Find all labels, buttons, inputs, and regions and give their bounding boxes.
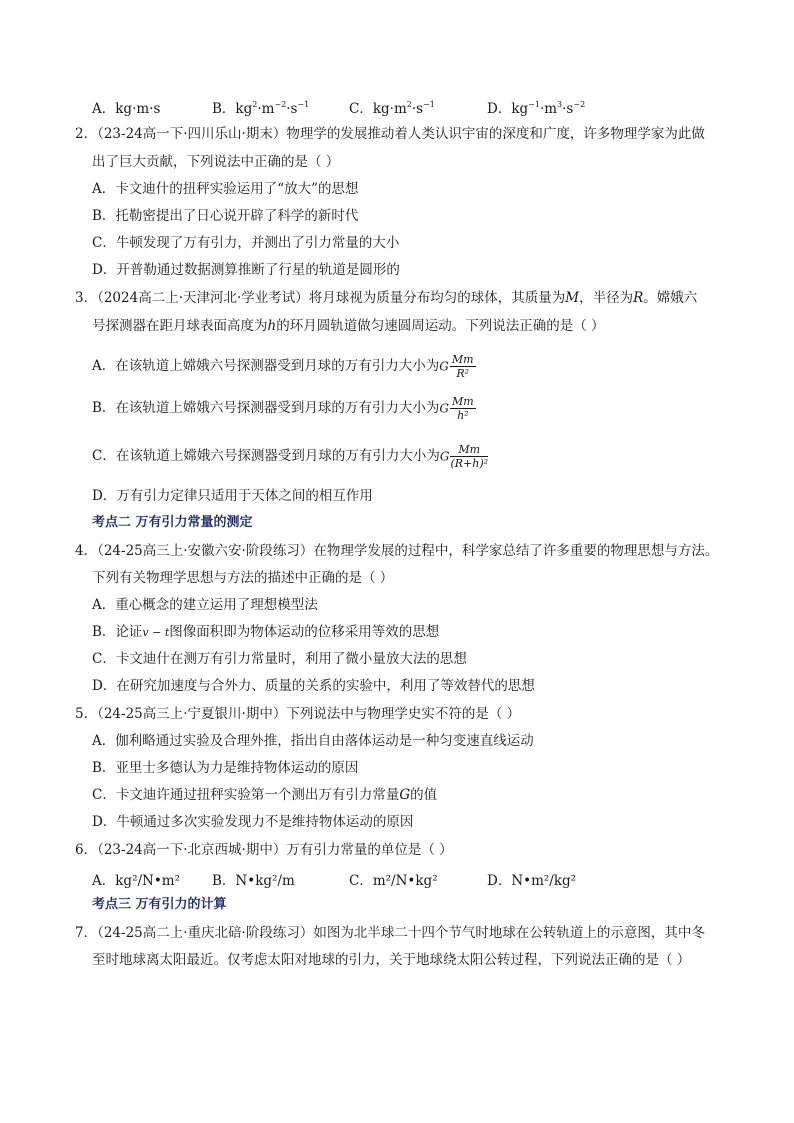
q5-option-c: C．卡文迪许通过扭秤实验第一个测出万有引力常量G的值 [92,787,438,803]
q2-stem-line1: 2．（23-24高一下·四川乐山·期末）物理学的发展推动着人类认识宇宙的深度和广度，许多物理学家为此做 [75,126,705,142]
q2-option-c: C．牛顿发现了万有引力，并测出了引力常量的大小 [92,235,400,251]
section-heading-2: 考点二 万有引力常量的测定 [92,515,253,530]
q3-option-b: B．在该轨道上嫦娥六号探测器受到月球的万有引力大小为G $\frac{Mm}{\text{h²}}$ [92,395,474,422]
q2-option-a: A．卡文迪什的扭秤实验运用了“放大”的思想 [92,181,359,197]
q6-option-b: B．N•kg²/m [212,873,295,889]
q2-option-d: D．开普勒通过数据测算推断了行星的轨道是圆形的 [92,262,400,278]
q3-option-c: C．在该轨道上嫦娥六号探测器受到月球的万有引力大小为G $\frac{Mm}{\text{(R+h)²}}$ [92,443,489,470]
q2-option-b: B．托勒密提出了日心说开辟了科学的新时代 [92,208,359,224]
q4-option-d: D．在研究加速度与合外力、质量的关系的实验中，利用了等效替代的思想 [92,678,535,694]
q4-stem-line1: 4．（24-25高三上·安徽六安·阶段练习）在物理学发展的过程中，科学家总结了许多重要的物理思想与方法。 [75,543,719,559]
q6-option-c: C．m²/N•kg² [349,873,438,889]
q4-stem-line2: 下列有关物理学思想与方法的描述中正确的是（ ） [92,570,394,586]
q3-stem-line1: 3．（2024高二上·天津河北·学业考试）将月球视为质量分布均匀的球体，其质量为M，半径为R。嫦娥六 [75,290,698,306]
q6-stem: 6．（23-24高一下·北京西城·期中）万有引力常量的单位是（ ） [75,842,453,858]
q5-option-d: D．牛顿通过多次实验发现力不是维持物体运动的原因 [92,814,414,830]
q2-stem-line2: 出了巨大贡献，下列说法中正确的是（ ） [92,154,340,170]
q3-stem-line2: 号探测器在距月球表面高度为h的环月圆轨道做匀速圆周运动。下列说法正确的是（ ） [92,318,605,334]
q4-option-b: B．论证v − t图像面积即为物体运动的位移采用等效的思想 [92,624,440,640]
q1-options [92,97,732,117]
q6-options [92,869,732,889]
q3-formula-b: $\frac{Mm}{\text{h²}}$ [452,395,474,422]
q4-option-a: A．重心概念的建立运用了理想模型法 [92,597,318,613]
q3-option-a: A．在该轨道上嫦娥六号探测器受到月球的万有引力大小为G $\frac{Mm}{\text{R²}}$ [92,353,474,380]
q3-formula-c: $\frac{Mm}{\text{(R+h)²}}$ [450,443,489,470]
q1-option-d: D．$kg^{-1}\cdot m^3\cdot s^{-2}$ [487,100,586,117]
q5-stem: 5．（24-25高三上·宁夏银川·期中）下列说法中与物理学史实不符的是（ ） [75,706,521,722]
q1-option-c: C．$kg\cdot m^2\cdot s^{-1}$ [349,100,435,117]
q1-option-b: B．$kg^2\cdot m^{-2}\cdot s^{-1}$ [212,100,310,117]
q6-option-a: A．kg²/N•m² [92,873,181,889]
section-heading-3: 考点三 万有引力的计算 [92,897,227,912]
q7-stem-line1: 7．（24-25高二上·重庆北碚·阶段练习）如图为北半球二十四个节气时地球在公转轨道上的示意图，其中冬 [75,925,705,941]
q4-option-c: C．卡文迪什在测万有引力常量时，利用了微小量放大法的思想 [92,651,467,667]
q5-option-b: B．亚里士多德认为力是维持物体运动的原因 [92,760,359,776]
q6-option-d: D．N•m²/kg² [487,873,577,889]
q5-option-a: A．伽利略通过实验及合理外推，指出自由落体运动是一种匀变速直线运动 [92,733,534,749]
q3-option-d: D．万有引力定律只适用于天体之间的相互作用 [92,488,373,504]
q3-formula-a: $\frac{Mm}{\text{R²}}$ [451,353,474,380]
q7-stem-line2: 至时地球离太阳最近。仅考虑太阳对地球的引力，关于地球绕太阳公转过程，下列说法正确的是（ ） [92,952,691,968]
q1-option-a: A．kg·m·s [92,101,161,117]
